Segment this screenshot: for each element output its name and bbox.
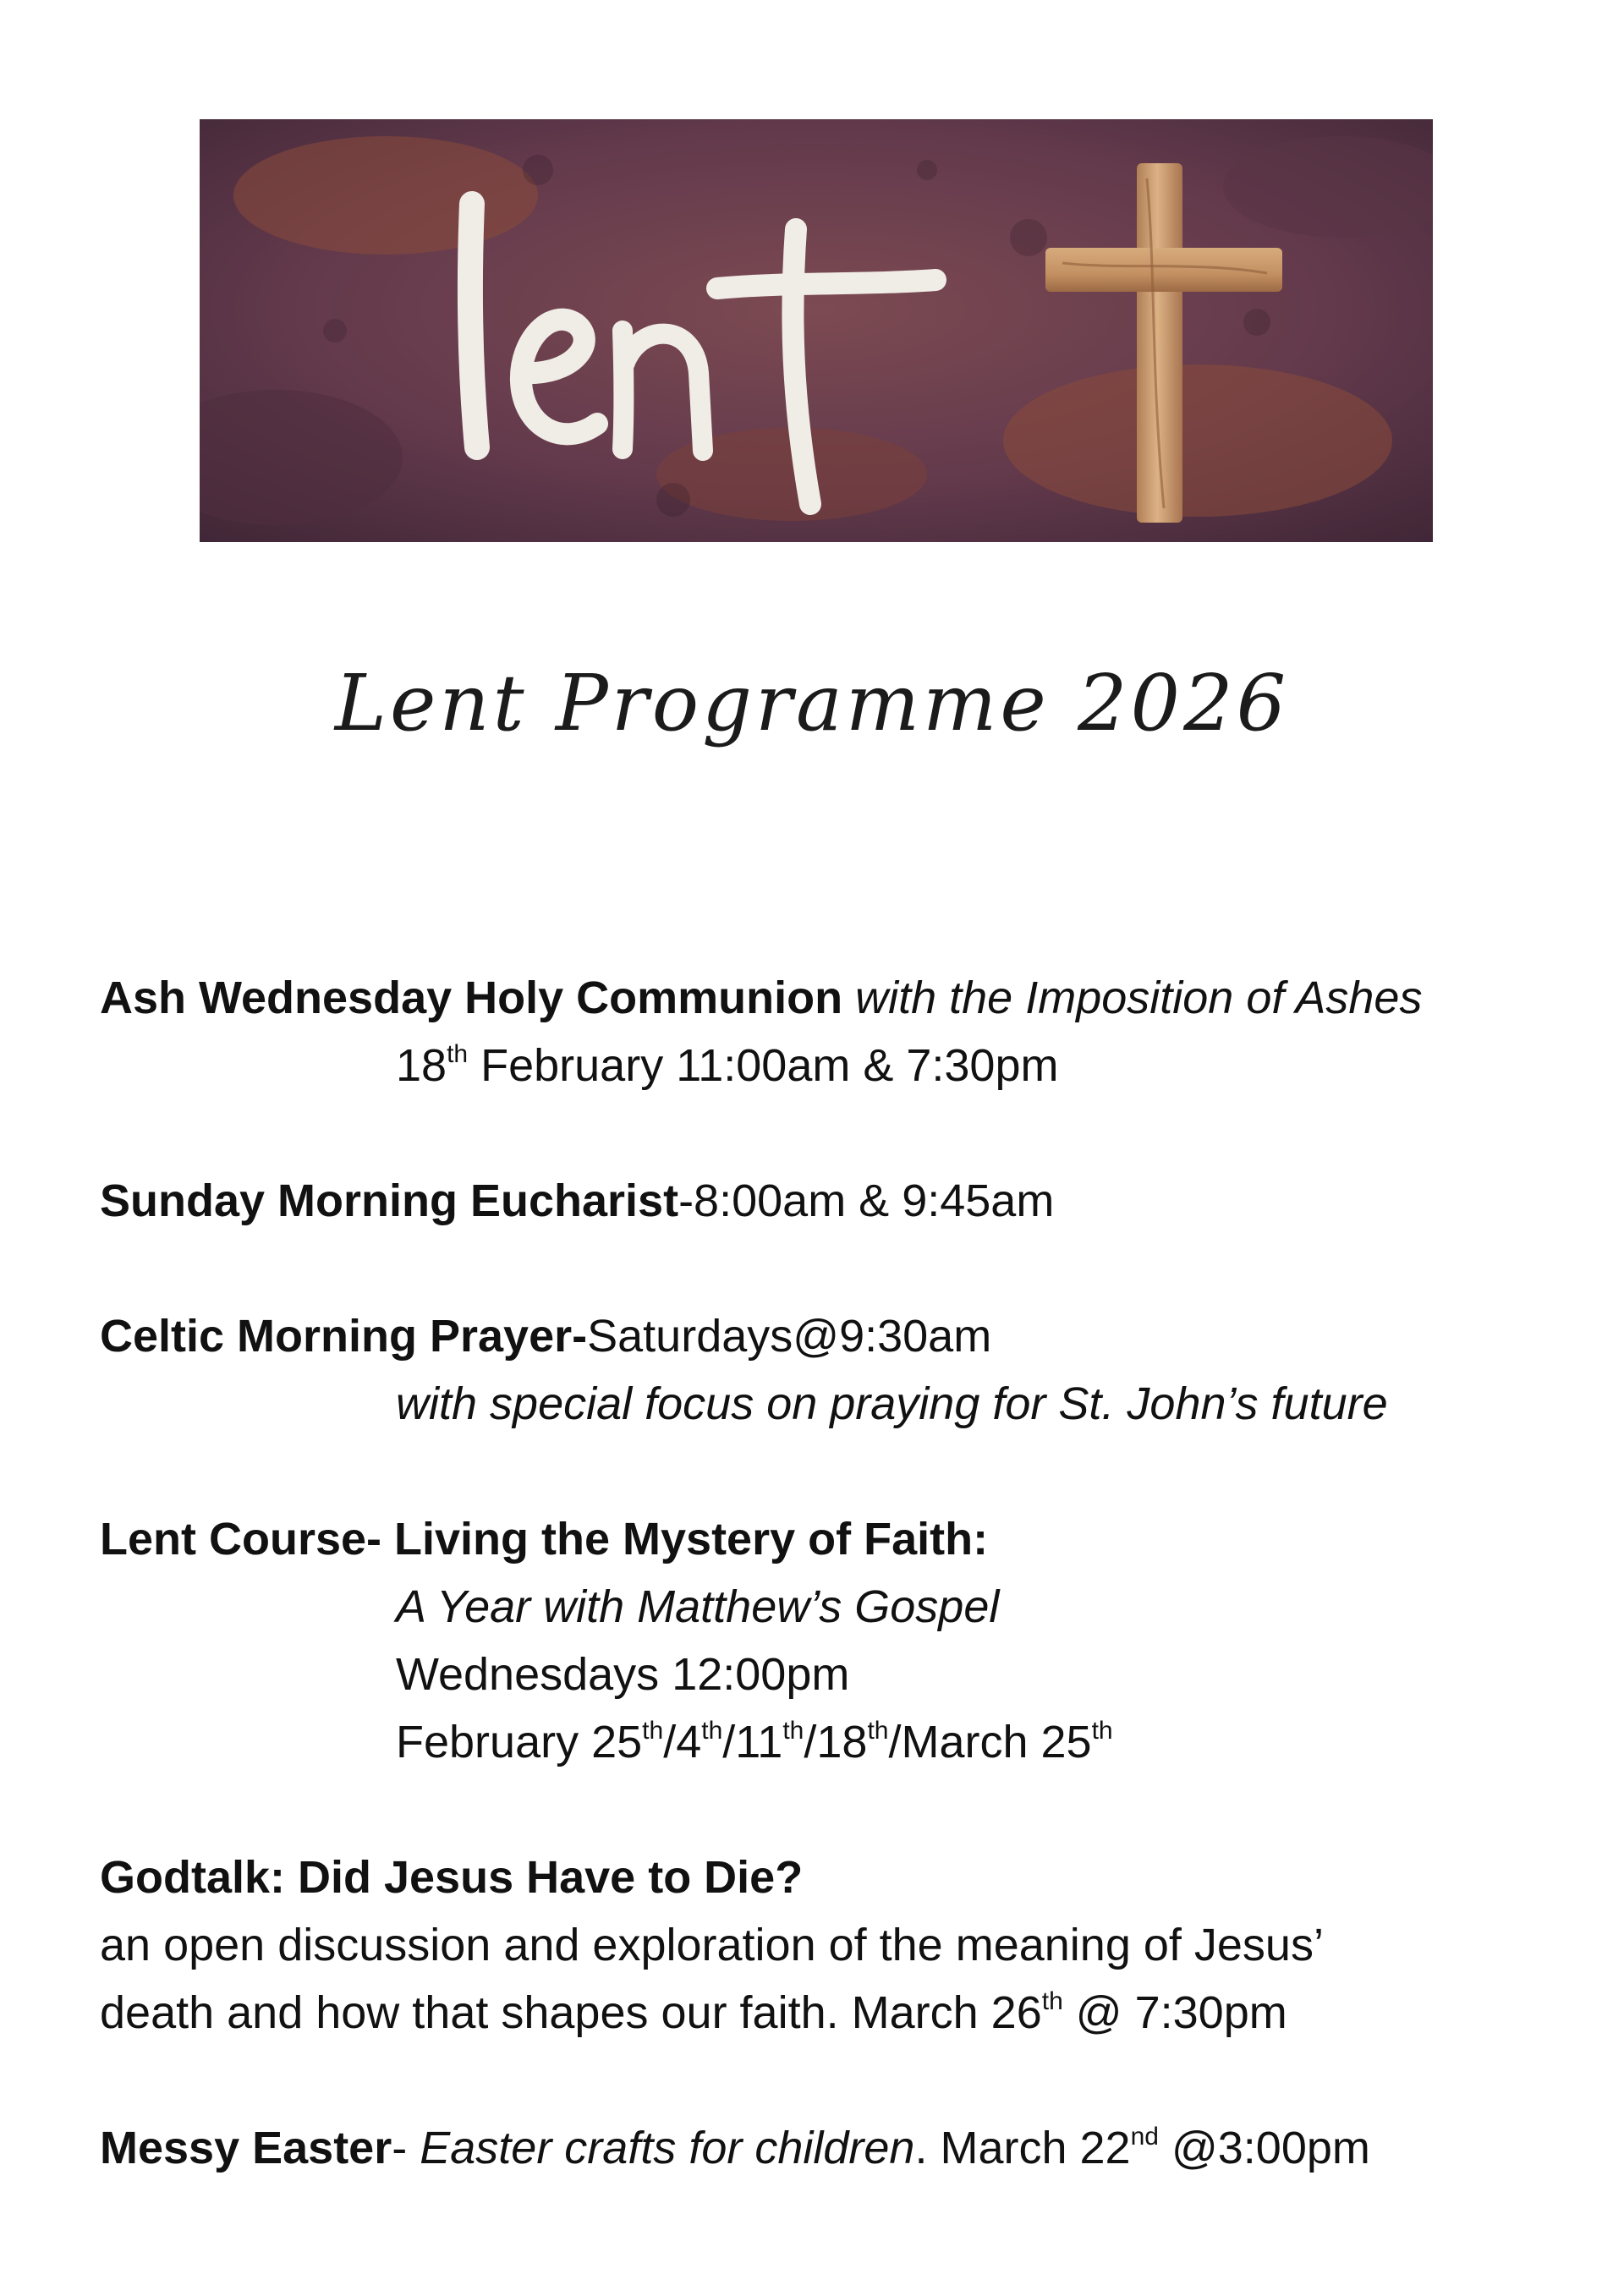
event-ash-wednesday (100, 964, 1538, 1099)
course-date: /4 (663, 1717, 702, 1767)
event-note: with special focus on praying for St. John’s future (396, 1378, 1388, 1429)
separator: - (392, 2123, 420, 2173)
event-date: . March 22 (914, 2123, 1131, 2173)
event-heading: Ash Wednesday Holy Communion (100, 973, 843, 1023)
event-time: @ 7:30pm (1062, 1987, 1287, 2038)
lent-banner-image (200, 119, 1433, 542)
ordinal-suffix: th (447, 1040, 469, 1068)
event-heading: Messy Easter (100, 2123, 392, 2173)
course-dates (100, 1708, 1538, 1776)
course-time: Wednesdays 12:00pm (396, 1649, 850, 1700)
event-date: 18 (396, 1040, 447, 1091)
event-sunday-eucharist (100, 1167, 1538, 1235)
ordinal-suffix: th (642, 1717, 664, 1745)
course-date: /11 (722, 1717, 783, 1767)
event-heading: Godtalk: Did Jesus Have to Die? (100, 1852, 804, 1903)
event-messy-easter (100, 2114, 1538, 2182)
event-note: with the Imposition of Ashes (842, 973, 1423, 1023)
course-subtitle: A Year with Matthew’s Gospel (396, 1581, 1000, 1632)
ordinal-suffix: th (701, 1717, 723, 1745)
event-note: Easter crafts for children (420, 2123, 915, 2173)
ordinal-suffix: th (867, 1717, 889, 1745)
course-date: /March 25 (888, 1717, 1092, 1767)
event-celtic-prayer (100, 1302, 1538, 1438)
event-heading: Sunday Morning Eucharist (100, 1175, 679, 1226)
event-godtalk (100, 1844, 1538, 2047)
ordinal-suffix: nd (1130, 2123, 1159, 2151)
course-date: /18 (804, 1717, 868, 1767)
event-time: @3:00pm (1158, 2123, 1370, 2173)
page-title: Lent Programme 2026 (334, 658, 1290, 748)
programme-list (100, 964, 1538, 2182)
event-lent-course (100, 1505, 1538, 1776)
event-time: February 11:00am & 7:30pm (468, 1040, 1059, 1091)
event-time: -8:00am & 9:45am (678, 1175, 1055, 1226)
event-time: Saturdays@9:30am (587, 1311, 992, 1362)
event-description: an open discussion and exploration of the meaning of Jesus’ (100, 1920, 1324, 1970)
event-heading: Lent Course- Living the Mystery of Faith: (100, 1514, 989, 1564)
event-description: death and how that shapes our faith. March 26 (100, 1987, 1042, 2038)
event-heading: Celtic Morning Prayer- (100, 1311, 588, 1362)
ordinal-suffix: th (1091, 1717, 1113, 1745)
ordinal-suffix: th (782, 1717, 804, 1745)
ordinal-suffix: th (1041, 1987, 1063, 2015)
course-date: February 25 (396, 1717, 643, 1767)
